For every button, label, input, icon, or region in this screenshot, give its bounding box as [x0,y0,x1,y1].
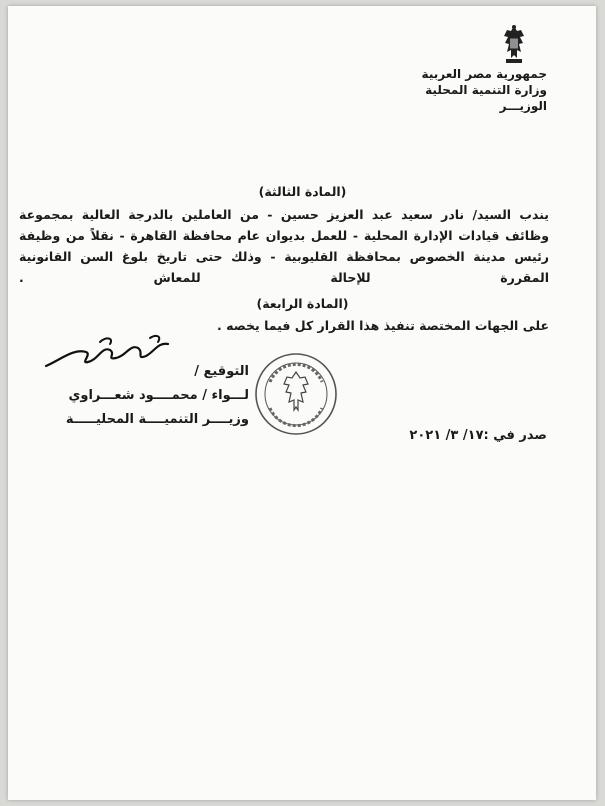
article-3-line: المقررة للإحالة للمعاش . [19,270,549,285]
signatory-name: لـــواء / محمــــود شعـــراوي [68,388,249,403]
article-3-line: رئيس مدينة الخصوص بمحافظة القليوبية - وذلك حتى تاريخ بلوغ السن القانونية [19,249,549,264]
egypt-eagle-crest-icon [499,22,529,66]
letterhead [397,66,547,114]
letterhead-minister: الوزيـــر [499,99,547,113]
letterhead-ministry: وزارة التنمية المحلية [425,83,547,97]
article-3-title: (المادة الثالثة) [258,184,347,199]
issue-date: صدر في :١٧/ ٣/ ٢٠٢١ [409,428,547,443]
article-3-body [19,204,549,288]
official-seal [254,352,338,436]
article-3-line: يندب السيد/ نادر سعيد عبد العزيز حسين - من العاملين بالدرجة العالية بمجموعة [19,207,549,222]
article-3-line: وظائف قيادات الإدارة المحلية - للعمل بديوان عام محافظة القاهرة - نقلاً من وظيفة [19,228,549,243]
signature-block [59,360,249,432]
article-4-body: على الجهات المختصة تنفيذ هذا القرار كل فيما يخصه . [217,318,549,333]
signature-label: التوقيع / [194,364,249,379]
letterhead-country: جمهورية مصر العربية [421,67,547,81]
article-4-title: (المادة الرابعة) [256,296,349,311]
signatory-position: وزيــــر التنميــــة المحليـــــة [65,412,249,427]
